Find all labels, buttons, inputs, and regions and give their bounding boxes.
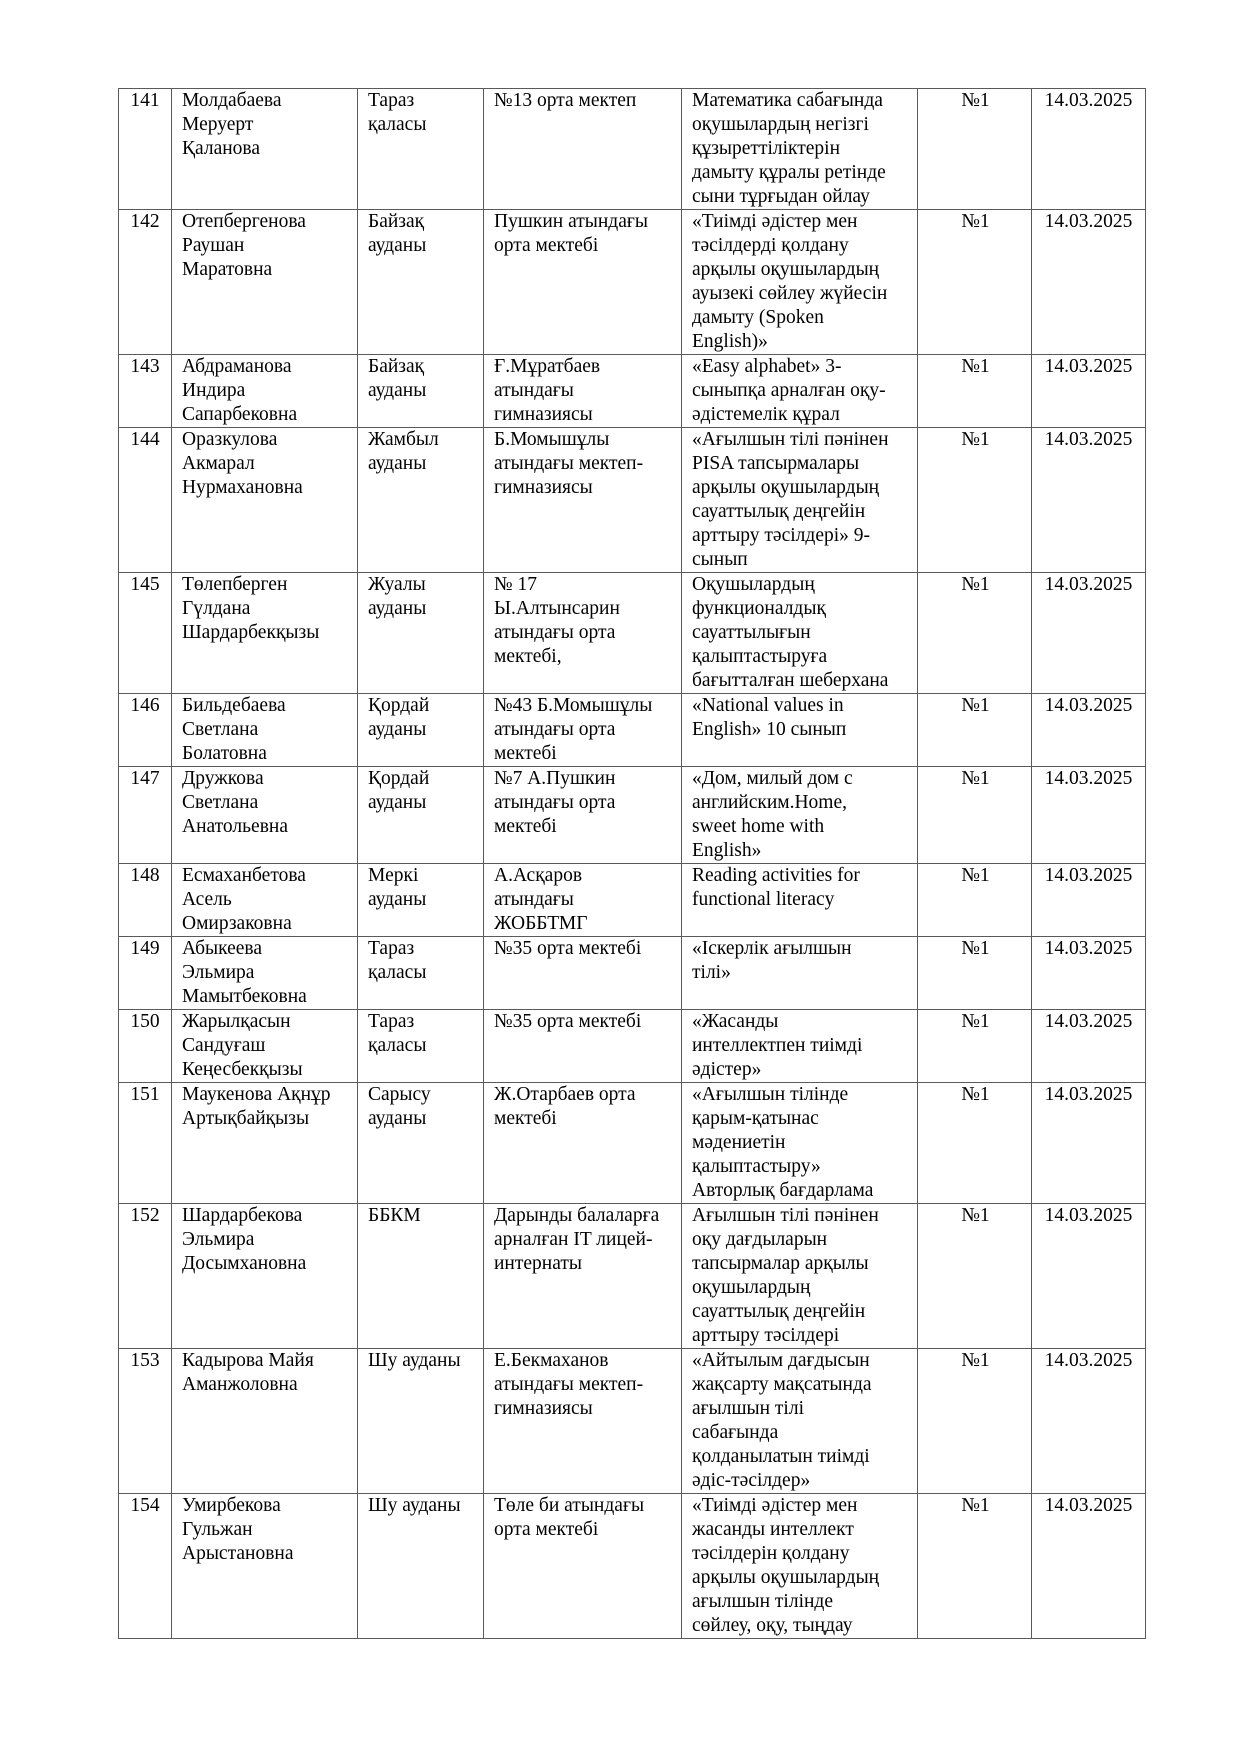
work-topic-cell: «National values in English» 10 сынып [682,694,918,767]
row-number-cell: 142 [119,210,172,355]
row-number-cell: 148 [119,864,172,937]
region-cell: Тараз қаласы [358,937,484,1010]
work-topic-cell: Ағылшын тілі пәнінен оқу дағдыларын тапсырмалар арқылы оқушылардың сауаттылық деңгейін арттыру тәсілдері [682,1204,918,1349]
region-cell: Байзақ ауданы [358,355,484,428]
table-body [119,89,1146,1639]
region-cell: ББКМ [358,1204,484,1349]
protocol-number-cell: №1 [918,1349,1032,1494]
participant-name-cell: Есмаханбетова Асель Омирзаковна [172,864,358,937]
region-cell: Қордай ауданы [358,767,484,864]
row-number-cell: 144 [119,428,172,573]
region-cell: Тараз қаласы [358,1010,484,1083]
school-cell: Пушкин атындағы орта мектебі [484,210,682,355]
participant-name-cell: Абдраманова Индира Сапарбековна [172,355,358,428]
protocol-number-cell: №1 [918,1010,1032,1083]
protocol-number-cell: №1 [918,1083,1032,1204]
participant-name-cell: Дружкова Светлана Анатольевна [172,767,358,864]
region-cell: Меркі ауданы [358,864,484,937]
work-topic-cell: «Тиімді әдістер мен тәсілдерді қолдану арқылы оқушылардың ауызекі сөйлеу жүйесін дамыту (Spoken English)» [682,210,918,355]
school-cell: Ғ.Мұратбаев атындағы гимназиясы [484,355,682,428]
region-cell: Сарысу ауданы [358,1083,484,1204]
school-cell: №43 Б.Момышұлы атындағы орта мектебі [484,694,682,767]
date-cell: 14.03.2025 [1032,89,1146,210]
table-row [119,1204,1146,1349]
protocol-number-cell: №1 [918,1204,1032,1349]
participant-name-cell: Маукенова Ақнұр Артықбайқызы [172,1083,358,1204]
participant-name-cell: Төлепберген Гүлдана Шардарбекқызы [172,573,358,694]
school-cell: Төле би атындағы орта мектебі [484,1494,682,1639]
participant-name-cell: Бильдебаева Светлана Болатовна [172,694,358,767]
region-cell: Жамбыл ауданы [358,428,484,573]
table-row [119,864,1146,937]
participant-name-cell: Молдабаева Меруерт Қаланова [172,89,358,210]
row-number-cell: 151 [119,1083,172,1204]
date-cell: 14.03.2025 [1032,428,1146,573]
date-cell: 14.03.2025 [1032,864,1146,937]
work-topic-cell: «Іскерлік ағылшын тілі» [682,937,918,1010]
table-row [119,1494,1146,1639]
row-number-cell: 149 [119,937,172,1010]
table-row [119,1083,1146,1204]
school-cell: А.Асқаров атындағы ЖОББТМГ [484,864,682,937]
participants-table [118,88,1146,1639]
row-number-cell: 147 [119,767,172,864]
school-cell: №35 орта мектебі [484,937,682,1010]
protocol-number-cell: №1 [918,864,1032,937]
protocol-number-cell: №1 [918,573,1032,694]
table-row [119,355,1146,428]
participant-name-cell: Шардарбекова Эльмира Досымхановна [172,1204,358,1349]
protocol-number-cell: №1 [918,89,1032,210]
table-row [119,1010,1146,1083]
protocol-number-cell: №1 [918,1494,1032,1639]
school-cell: №7 А.Пушкин атындағы орта мектебі [484,767,682,864]
table-row [119,210,1146,355]
date-cell: 14.03.2025 [1032,355,1146,428]
row-number-cell: 141 [119,89,172,210]
row-number-cell: 146 [119,694,172,767]
region-cell: Байзақ ауданы [358,210,484,355]
table-row [119,573,1146,694]
participant-name-cell: Умирбекова Гульжан Арыстановна [172,1494,358,1639]
work-topic-cell: «Дом, милый дом с английским.Home, sweet home with English» [682,767,918,864]
work-topic-cell: Математика сабағында оқушылардың негізгі құзыреттіліктерін дамыту құралы ретінде сыни тұрғыдан ойлау [682,89,918,210]
date-cell: 14.03.2025 [1032,210,1146,355]
protocol-number-cell: №1 [918,210,1032,355]
date-cell: 14.03.2025 [1032,694,1146,767]
table-row [119,428,1146,573]
school-cell: Е.Бекмаханов атындағы мектеп- гимназиясы [484,1349,682,1494]
row-number-cell: 145 [119,573,172,694]
work-topic-cell: «Easy alphabet» 3- сыныпқа арналған оқу- әдістемелік құрал [682,355,918,428]
date-cell: 14.03.2025 [1032,937,1146,1010]
table-row [119,694,1146,767]
work-topic-cell: «Ағылшын тілі пәнінен PISA тапсырмалары арқылы оқушылардың сауаттылық деңгейін арттыру тәсілдері» 9- сынып [682,428,918,573]
date-cell: 14.03.2025 [1032,1083,1146,1204]
school-cell: №13 орта мектеп [484,89,682,210]
school-cell: Дарынды балаларға арналған IT лицей- интернаты [484,1204,682,1349]
region-cell: Шу ауданы [358,1349,484,1494]
date-cell: 14.03.2025 [1032,767,1146,864]
table-row [119,1349,1146,1494]
participant-name-cell: Оразкулова Акмарал Нурмахановна [172,428,358,573]
region-cell: Шу ауданы [358,1494,484,1639]
date-cell: 14.03.2025 [1032,1349,1146,1494]
table-row [119,767,1146,864]
school-cell: Б.Момышұлы атындағы мектеп- гимназиясы [484,428,682,573]
date-cell: 14.03.2025 [1032,1010,1146,1083]
date-cell: 14.03.2025 [1032,1494,1146,1639]
row-number-cell: 143 [119,355,172,428]
protocol-number-cell: №1 [918,694,1032,767]
date-cell: 14.03.2025 [1032,1204,1146,1349]
work-topic-cell: «Айтылым дағдысын жақсарту мақсатында ағылшын тілі сабағында қолданылатын тиімді әдіс-тәсілдер» [682,1349,918,1494]
row-number-cell: 154 [119,1494,172,1639]
table-row [119,937,1146,1010]
participant-name-cell: Кадырова Майя Аманжоловна [172,1349,358,1494]
date-cell: 14.03.2025 [1032,573,1146,694]
protocol-number-cell: №1 [918,355,1032,428]
protocol-number-cell: №1 [918,767,1032,864]
work-topic-cell: «Ағылшын тілінде қарым-қатынас мәдениетін қалыптастыру» Авторлық бағдарлама [682,1083,918,1204]
school-cell: Ж.Отарбаев орта мектебі [484,1083,682,1204]
work-topic-cell: «Жасанды интеллектпен тиімді әдістер» [682,1010,918,1083]
work-topic-cell: Reading activities for functional literacy [682,864,918,937]
school-cell: №35 орта мектебі [484,1010,682,1083]
work-topic-cell: Оқушылардың функционалдық сауаттылығын қалыптастыруға бағытталған шеберхана [682,573,918,694]
protocol-number-cell: №1 [918,937,1032,1010]
work-topic-cell: «Тиімді әдістер мен жасанды интеллект тәсілдерін қолдану арқылы оқушылардың ағылшын тілінде сөйлеу, оқу, тыңдау [682,1494,918,1639]
school-cell: № 17 Ы.Алтынсарин атындағы орта мектебі, [484,573,682,694]
region-cell: Тараз қаласы [358,89,484,210]
row-number-cell: 152 [119,1204,172,1349]
row-number-cell: 153 [119,1349,172,1494]
row-number-cell: 150 [119,1010,172,1083]
participant-name-cell: Абыкеева Эльмира Мамытбековна [172,937,358,1010]
region-cell: Жуалы ауданы [358,573,484,694]
participant-name-cell: Отепбергенова Раушан Маратовна [172,210,358,355]
table-row [119,89,1146,210]
region-cell: Қордай ауданы [358,694,484,767]
participant-name-cell: Жарылқасын Сандуғаш Кеңесбекқызы [172,1010,358,1083]
protocol-number-cell: №1 [918,428,1032,573]
